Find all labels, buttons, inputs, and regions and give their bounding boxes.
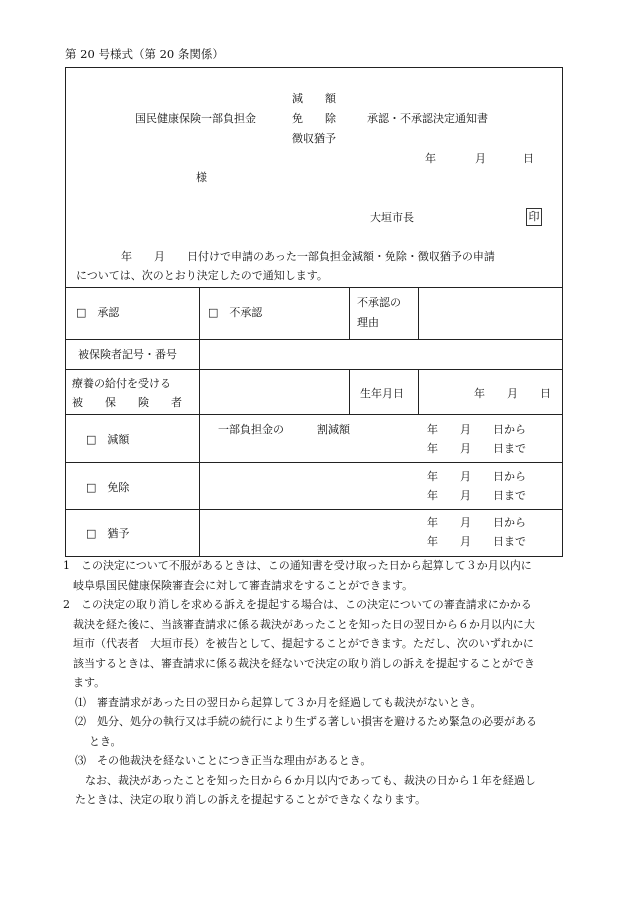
intro-line-2: については、次のとおり決定したので通知します。: [76, 269, 328, 282]
date-day: 日: [523, 152, 534, 165]
beneficiary-label-1: 療養の給付を受ける: [72, 377, 171, 390]
option-reduction: 減 額: [292, 92, 336, 105]
table-col-divider: [199, 414, 200, 557]
note-3-line-1: なお、裁決があったことを知った日から６か月以内であっても、裁決の日から１年を経過し: [85, 773, 536, 787]
table-row-divider: [65, 509, 563, 510]
note-2-line-2: 裁決を経た後に、当該審査請求に係る裁決があったことを知った日の翌日から６か月以内に大: [73, 617, 535, 631]
table-row-divider: [65, 462, 563, 463]
title-left: 国民健康保険一部負担金: [135, 112, 256, 125]
approve-checkbox-label[interactable]: □ 承認: [76, 306, 120, 319]
reduction-period-to: 年 月 日まで: [427, 442, 526, 455]
insured-number-label: 被保険者記号・番号: [78, 348, 177, 361]
sender-name: 大垣市長: [370, 211, 414, 224]
notes-section: [63, 556, 571, 810]
deferral-period-from: 年 月 日から: [427, 516, 526, 529]
option-exemption: 免 除: [292, 112, 336, 125]
form-number: 第 20 号様式（第 20 条関係）: [65, 47, 224, 61]
intro-line-1: 年 月 日付けで申請のあった一部負担金減額・免除・徴収猶予の申請: [121, 250, 495, 263]
table-row-divider: [65, 369, 563, 370]
table-row-divider: [65, 414, 563, 415]
exemption-period-from: 年 月 日から: [427, 470, 526, 483]
reject-checkbox-label[interactable]: □ 不承認: [208, 306, 263, 319]
date-month: 月: [475, 152, 486, 165]
birthdate-label: 生年月日: [360, 387, 404, 400]
note-1-line-2: 岐阜県国民健康保険審査会に対して審査請求をすることができます。: [73, 578, 414, 592]
reduction-checkbox-label[interactable]: □ 減額: [86, 433, 130, 446]
subnote-3: ⑶ その他裁決を経ないことにつき正当な理由があるとき。: [75, 754, 372, 767]
date-year: 年: [425, 152, 436, 165]
beneficiary-label-2: 被 保 険 者: [72, 396, 182, 409]
table-col-divider: [418, 369, 419, 414]
table-top-border: [65, 287, 563, 288]
table-col-divider: [199, 369, 200, 414]
table-col-divider: [418, 287, 419, 339]
note-2-line-3: 垣市（代表者 大垣市長）を被告として、提起することができます。ただし、次のいずれかに: [73, 637, 534, 650]
seal-mark: 印: [526, 208, 542, 226]
reduction-period-from: 年 月 日から: [427, 423, 526, 436]
subnote-1: ⑴ 審査請求があった日の翌日から起算して３か月を経過しても裁決がないとき。: [75, 695, 482, 709]
note-2-line-5: ます。: [73, 676, 106, 689]
exemption-period-to: 年 月 日まで: [427, 489, 526, 502]
reduction-detail: 一部負担金の 割減額: [218, 423, 350, 436]
deferral-period-to: 年 月 日まで: [427, 535, 526, 548]
note-2-line-4: 該当するときは、審査請求に係る裁決を経ないで決定の取り消しの訴えを提起することができ: [73, 656, 535, 670]
addressee-honorific: 様: [196, 171, 207, 184]
table-col-divider: [349, 287, 350, 339]
table-col-divider: [349, 369, 350, 414]
table-col-divider: [199, 339, 200, 369]
table-row-divider: [65, 339, 563, 340]
reject-reason-label-2: 理由: [357, 316, 379, 329]
option-deferral: 徴収猶予: [292, 132, 336, 145]
note-1-line-1: 1 この決定について不服があるときは、この通知書を受け取った日から起算して３か月以内に: [63, 559, 532, 572]
deferral-checkbox-label[interactable]: □ 猶予: [86, 527, 130, 540]
subnote-2-line-2: とき。: [89, 734, 122, 748]
title-right: 承認・不承認決定通知書: [367, 112, 488, 125]
note-2-line-1: 2 この決定の取り消しを求める訴えを提起する場合は、この決定についての審査請求にかかる: [63, 598, 532, 611]
reject-reason-label-1: 不承認の: [357, 296, 401, 309]
note-3-line-2: たときは、決定の取り消しの訴えを提起することができなくなります。: [75, 793, 427, 806]
subnote-2-line-1: ⑵ 処分、処分の執行又は手続の続行により生ずる著しい損害を避けるため緊急の必要がある: [75, 715, 537, 728]
table-col-divider: [199, 287, 200, 339]
birthdate-value: 年 月 日: [474, 387, 551, 400]
exemption-checkbox-label[interactable]: □ 免除: [86, 481, 130, 494]
